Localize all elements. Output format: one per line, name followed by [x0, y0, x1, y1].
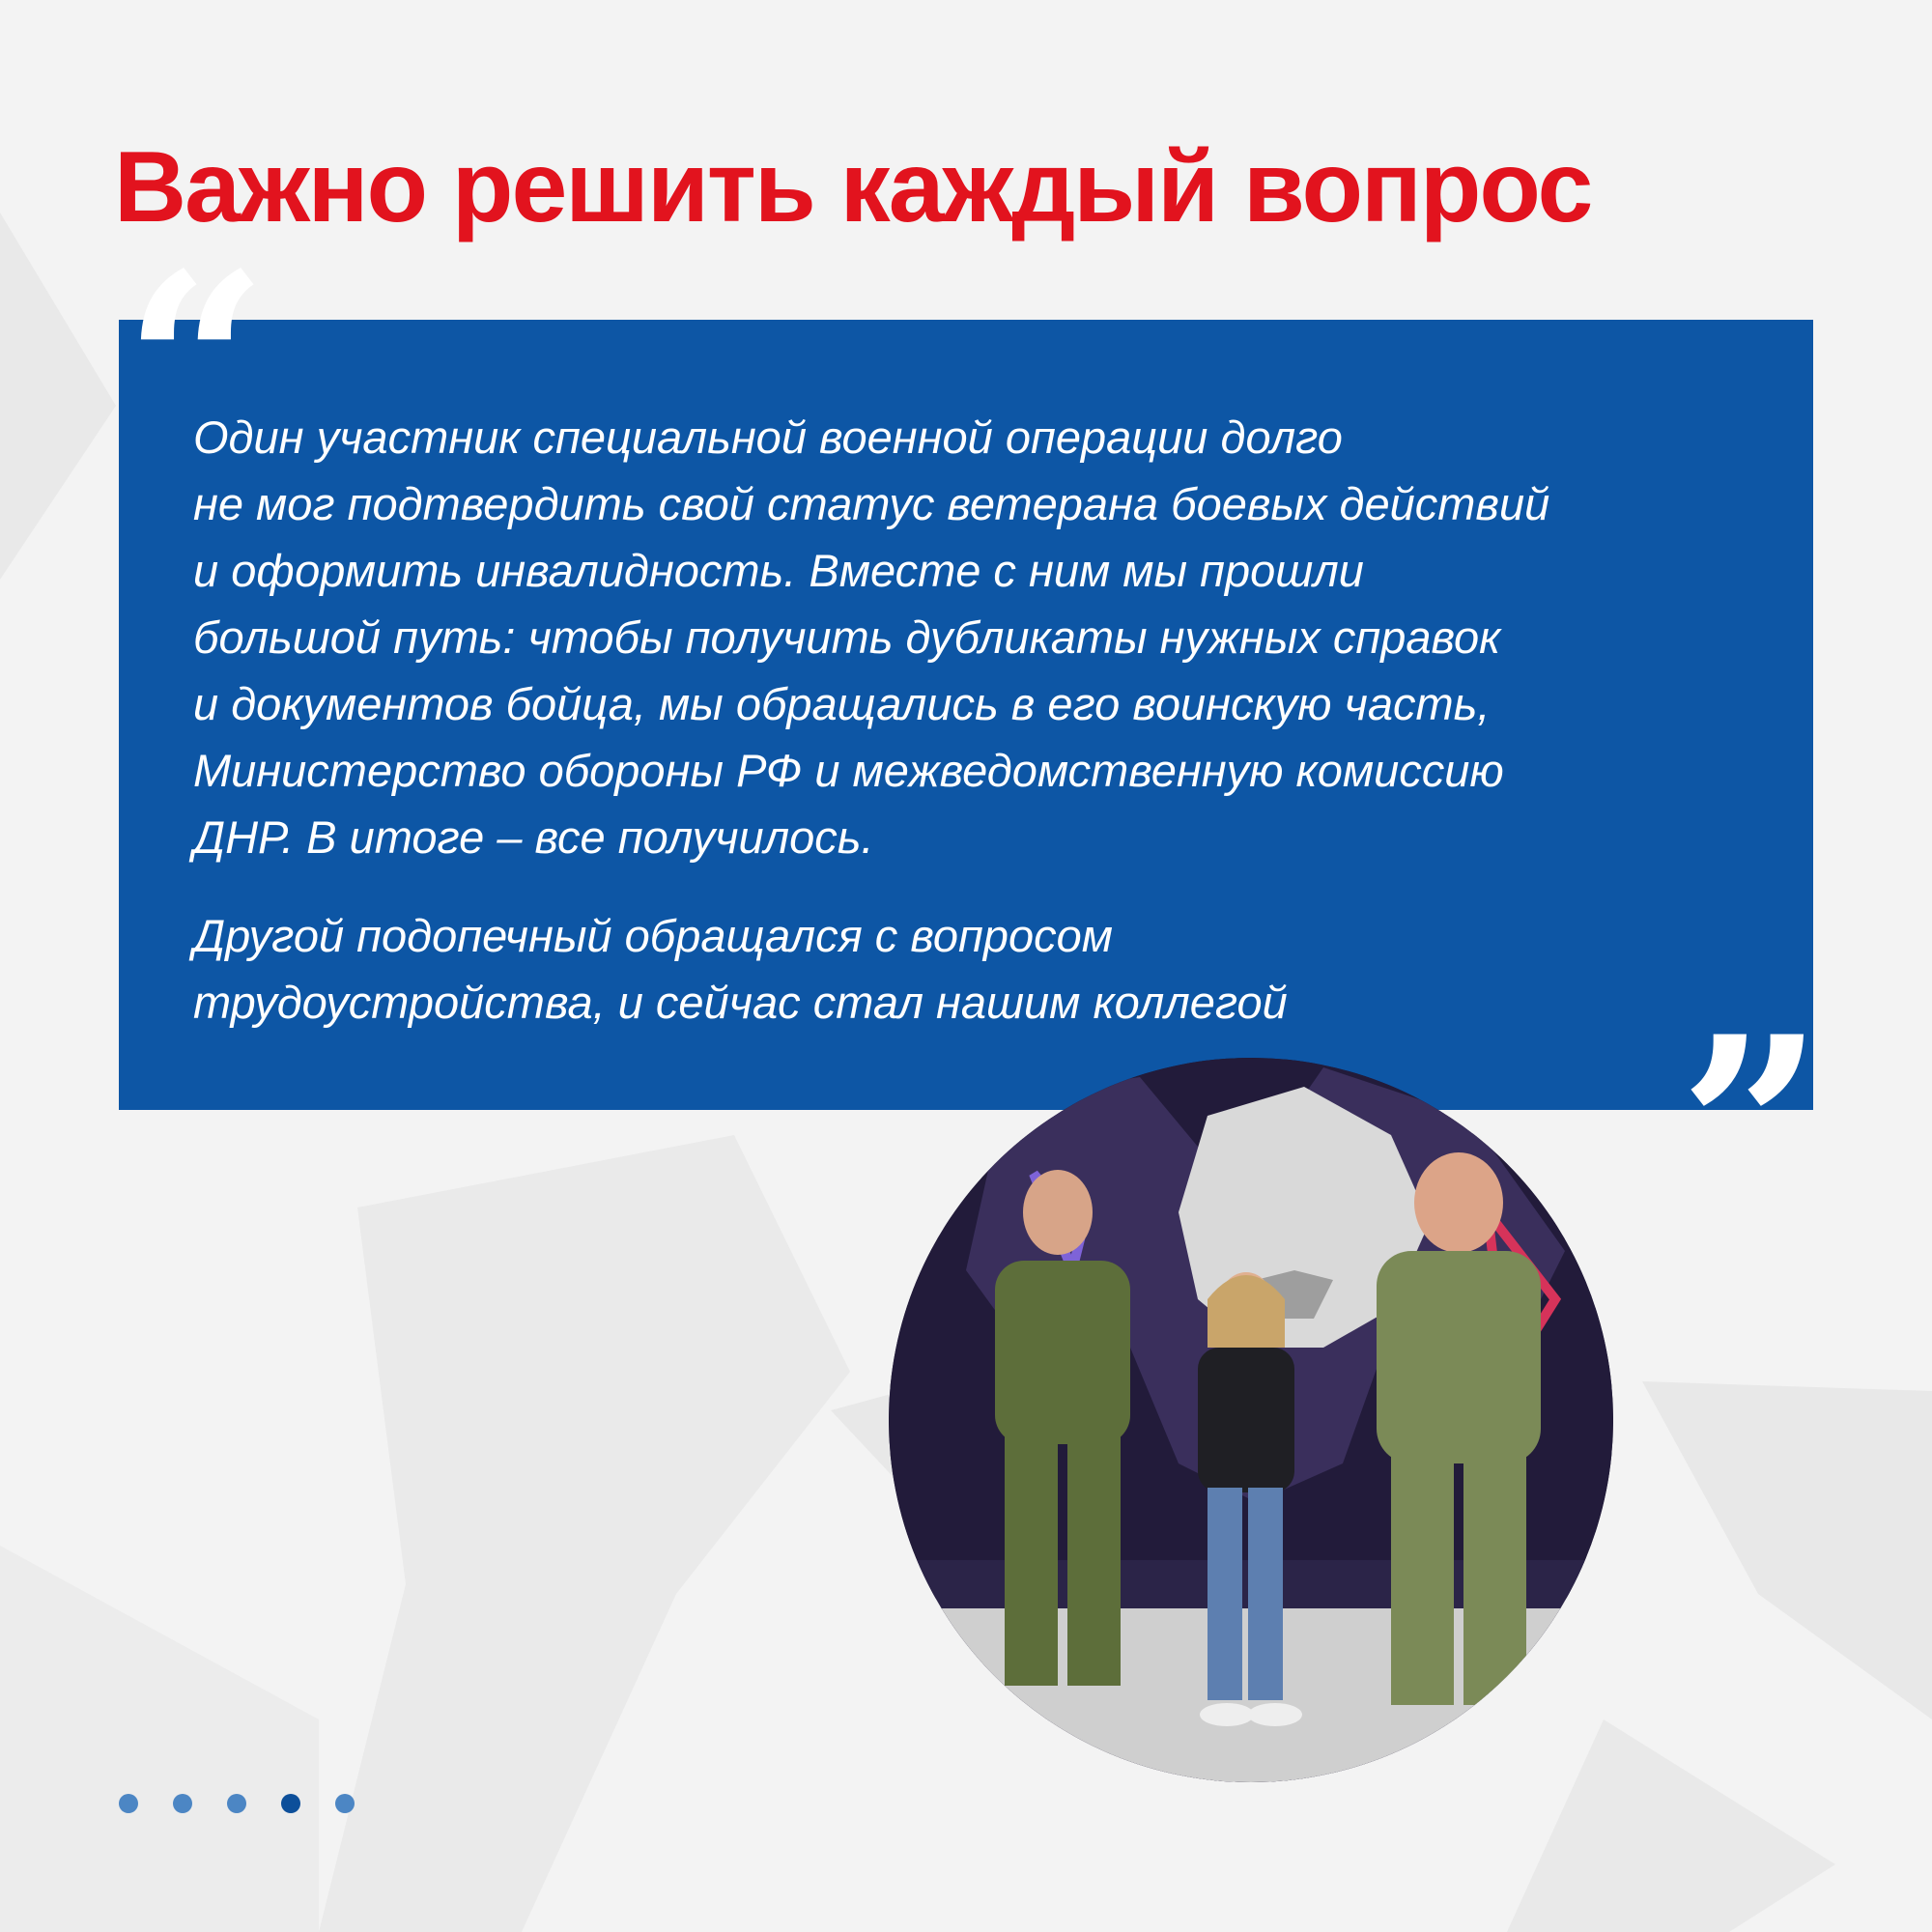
- close-quote-icon: ”: [1679, 982, 1824, 1277]
- open-quote-icon: “: [124, 219, 269, 514]
- quote-paragraph-2: Другой подопечный обращался с вопросом трудоустройства, и сейчас стал нашим коллегой: [193, 910, 1288, 1028]
- quote-paragraph-1: Один участник специальной военной операции долго не мог подтвердить свой статус ветерана боевых действий и оформить инвалидность. Вместе с ним мы прошли большой путь: чтобы получить дубликаты нужных справок и документов бойца, мы обращались в его воинскую часть, Министерство обороны РФ и межведомственную комиссию ДНР. В итоге – все получилось.: [193, 412, 1550, 863]
- pagination-dot[interactable]: [281, 1794, 300, 1813]
- pagination-dot[interactable]: [335, 1794, 355, 1813]
- pagination-dot[interactable]: [119, 1794, 138, 1813]
- pagination-dot[interactable]: [173, 1794, 192, 1813]
- photo-illustration: [889, 1058, 1613, 1782]
- team-photo: [889, 1058, 1613, 1782]
- quote-text: [193, 404, 1777, 1067]
- pagination-dot[interactable]: [227, 1794, 246, 1813]
- page-title: Важно решить каждый вопрос: [114, 131, 1592, 243]
- pagination-dots: [119, 1794, 355, 1813]
